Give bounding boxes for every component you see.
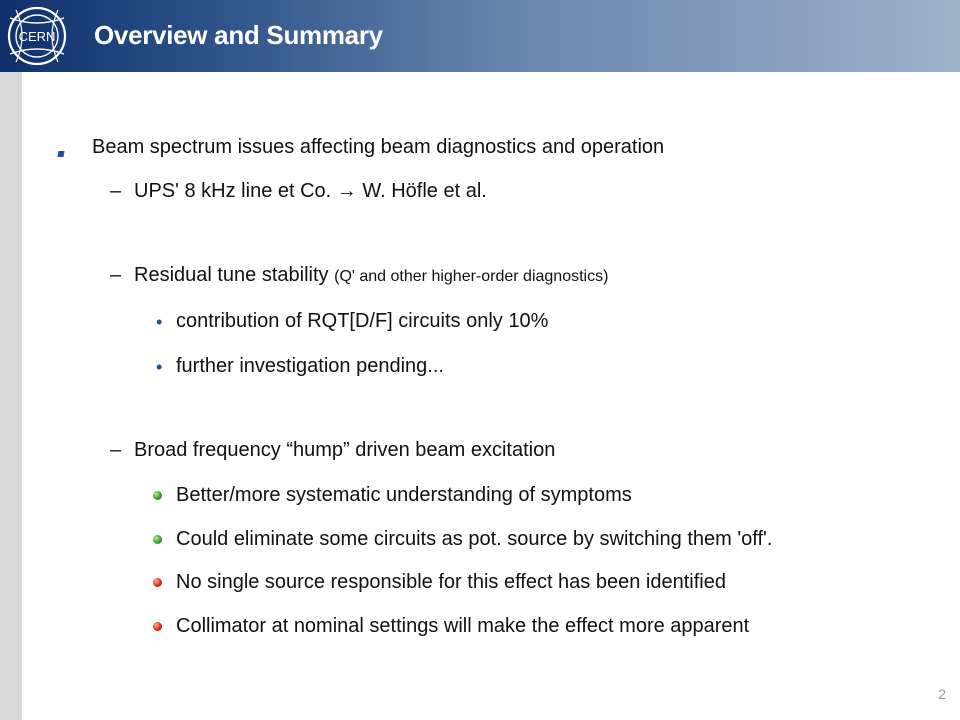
dash-marker: – [110, 180, 122, 202]
left-strip [0, 72, 22, 720]
red-ball-bullet-icon [153, 622, 162, 631]
logo-text: CERN [18, 29, 56, 44]
page-title: Overview and Summary [94, 20, 383, 50]
tune-stability-note: (Q' and other higher-order diagnostics) [334, 268, 609, 285]
slide-header [0, 0, 960, 72]
red-ball-bullet-icon [153, 578, 162, 587]
page-number: 2 [938, 686, 946, 702]
cern-logo-icon [2, 2, 72, 70]
dot-bullet-icon: • [156, 357, 163, 377]
bullet-rqt-contribution: contribution of RQT[D/F] circuits only 10% [176, 310, 549, 332]
bullet-eliminate-circuits: Could eliminate some circuits as pot. source by switching them 'off'. [176, 528, 773, 550]
green-ball-bullet-icon [153, 491, 162, 500]
bullet-ups-line: UPS' 8 kHz line et Co. → W. Höfle et al. [134, 180, 487, 202]
bullet-beam-spectrum: Beam spectrum issues affecting beam diagnostics and operation [92, 136, 665, 158]
tune-stability-main: Residual tune stability [134, 264, 335, 286]
bullet-tune-stability [134, 264, 608, 287]
dash-marker: – [110, 439, 122, 461]
bullet-collimator: Collimator at nominal settings will make the effect more apparent [176, 615, 750, 637]
green-ball-bullet-icon [153, 535, 162, 544]
square-bullet-icon [57, 151, 64, 157]
bullet-broad-frequency: Broad frequency “hump” driven beam excitation [134, 439, 556, 461]
bullet-no-single-source: No single source responsible for this effect has been identified [176, 571, 726, 593]
bullet-investigation: further investigation pending... [176, 355, 444, 377]
bullet-understanding: Better/more systematic understanding of symptoms [176, 484, 632, 506]
dash-marker: – [110, 264, 122, 286]
dot-bullet-icon: • [156, 312, 163, 332]
